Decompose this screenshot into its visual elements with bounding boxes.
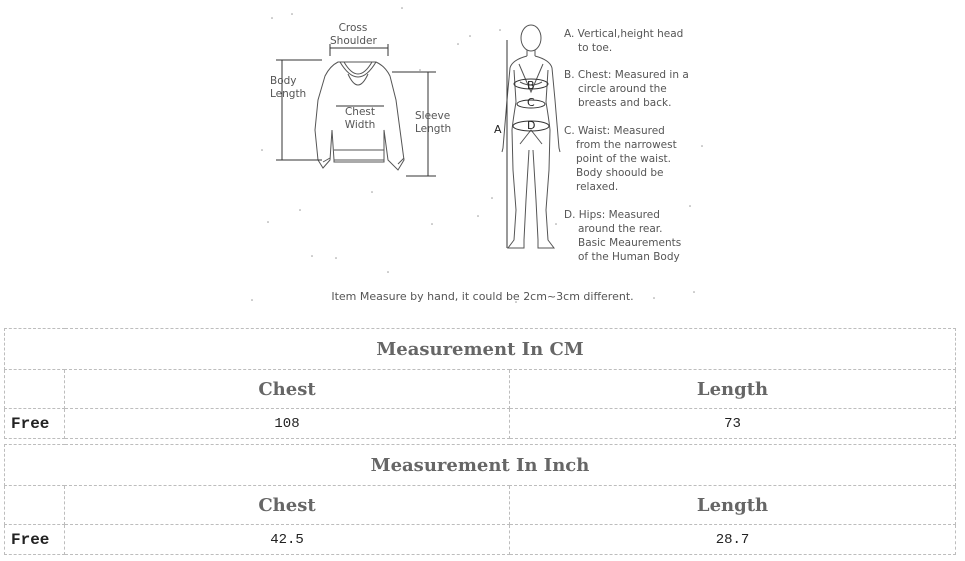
header-length-inch: Length	[510, 486, 956, 525]
human-body-drawing	[502, 25, 560, 248]
instruction-c-line-3: point of the waist.	[576, 153, 672, 165]
instruction-c-line-1: C. Waist: Measured	[564, 125, 665, 137]
measure-note: Item Measure by hand, it could be 2cm~3cm different.	[331, 290, 634, 303]
length-value-cm: 73	[510, 409, 956, 439]
size-cell: Free	[5, 525, 65, 555]
table-title-cm: Measurement In CM	[5, 329, 956, 370]
body-measure-lines	[507, 40, 549, 248]
marker-b: B	[527, 79, 535, 92]
instruction-b-line-1: B. Chest: Measured in a	[564, 69, 689, 81]
instruction-c-line-4: Body shoould be	[576, 167, 664, 179]
instruction-b-line-3: breasts and back.	[578, 97, 672, 109]
chest-width-line-2: Width	[344, 119, 376, 131]
instruction-a-line-2: to toe.	[578, 42, 613, 54]
instruction-b	[564, 68, 689, 110]
marker-d: D	[527, 119, 536, 132]
cross-shoulder-label	[330, 22, 376, 48]
chest-width-label	[340, 106, 380, 132]
header-chest-inch: Chest	[65, 486, 510, 525]
instruction-d-line-3: Basic Meaurements	[578, 237, 682, 249]
header-chest-cm: Chest	[65, 370, 510, 409]
instruction-d-line-2: around the rear.	[578, 223, 663, 235]
instruction-d-line-1: D. Hips: Measured	[564, 209, 660, 221]
marker-a: A	[494, 123, 502, 136]
body-length-label	[270, 75, 306, 101]
instruction-c-line-2: from the narrowest	[576, 139, 677, 151]
cross-shoulder-line-2: Shoulder	[330, 35, 377, 47]
instruction-b-line-2: circle around the	[578, 83, 667, 95]
body-length-line-1: Body	[270, 75, 297, 87]
table-row	[5, 409, 956, 439]
chest-width-line-1: Chest	[344, 106, 376, 118]
marker-c: C	[527, 96, 535, 109]
instruction-d	[564, 208, 681, 264]
header-blank-inch	[5, 486, 65, 525]
measurement-table-inch	[4, 444, 956, 555]
table-title-inch: Measurement In Inch	[5, 445, 956, 486]
body-length-line-2: Length	[270, 88, 307, 100]
header-blank-cm	[5, 370, 65, 409]
instruction-c-line-5: relaxed.	[576, 181, 619, 193]
measurement-table-cm	[4, 328, 956, 439]
instruction-a-line-1: A. Vertical,height head	[564, 28, 684, 40]
table-row	[5, 525, 956, 555]
sleeve-length-line-2: Length	[415, 123, 452, 135]
instruction-d-line-4: of the Human Body	[578, 251, 680, 263]
sleeve-length-label	[415, 110, 451, 136]
sleeve-length-line-1: Sleeve	[415, 110, 451, 122]
cross-shoulder-line-1: Cross	[338, 22, 368, 34]
chest-value-cm: 108	[65, 409, 510, 439]
chest-value-inch: 42.5	[65, 525, 510, 555]
header-length-cm: Length	[510, 370, 956, 409]
instruction-a	[564, 27, 683, 55]
size-cell: Free	[5, 409, 65, 439]
instruction-c	[564, 124, 677, 194]
length-value-inch: 28.7	[510, 525, 956, 555]
